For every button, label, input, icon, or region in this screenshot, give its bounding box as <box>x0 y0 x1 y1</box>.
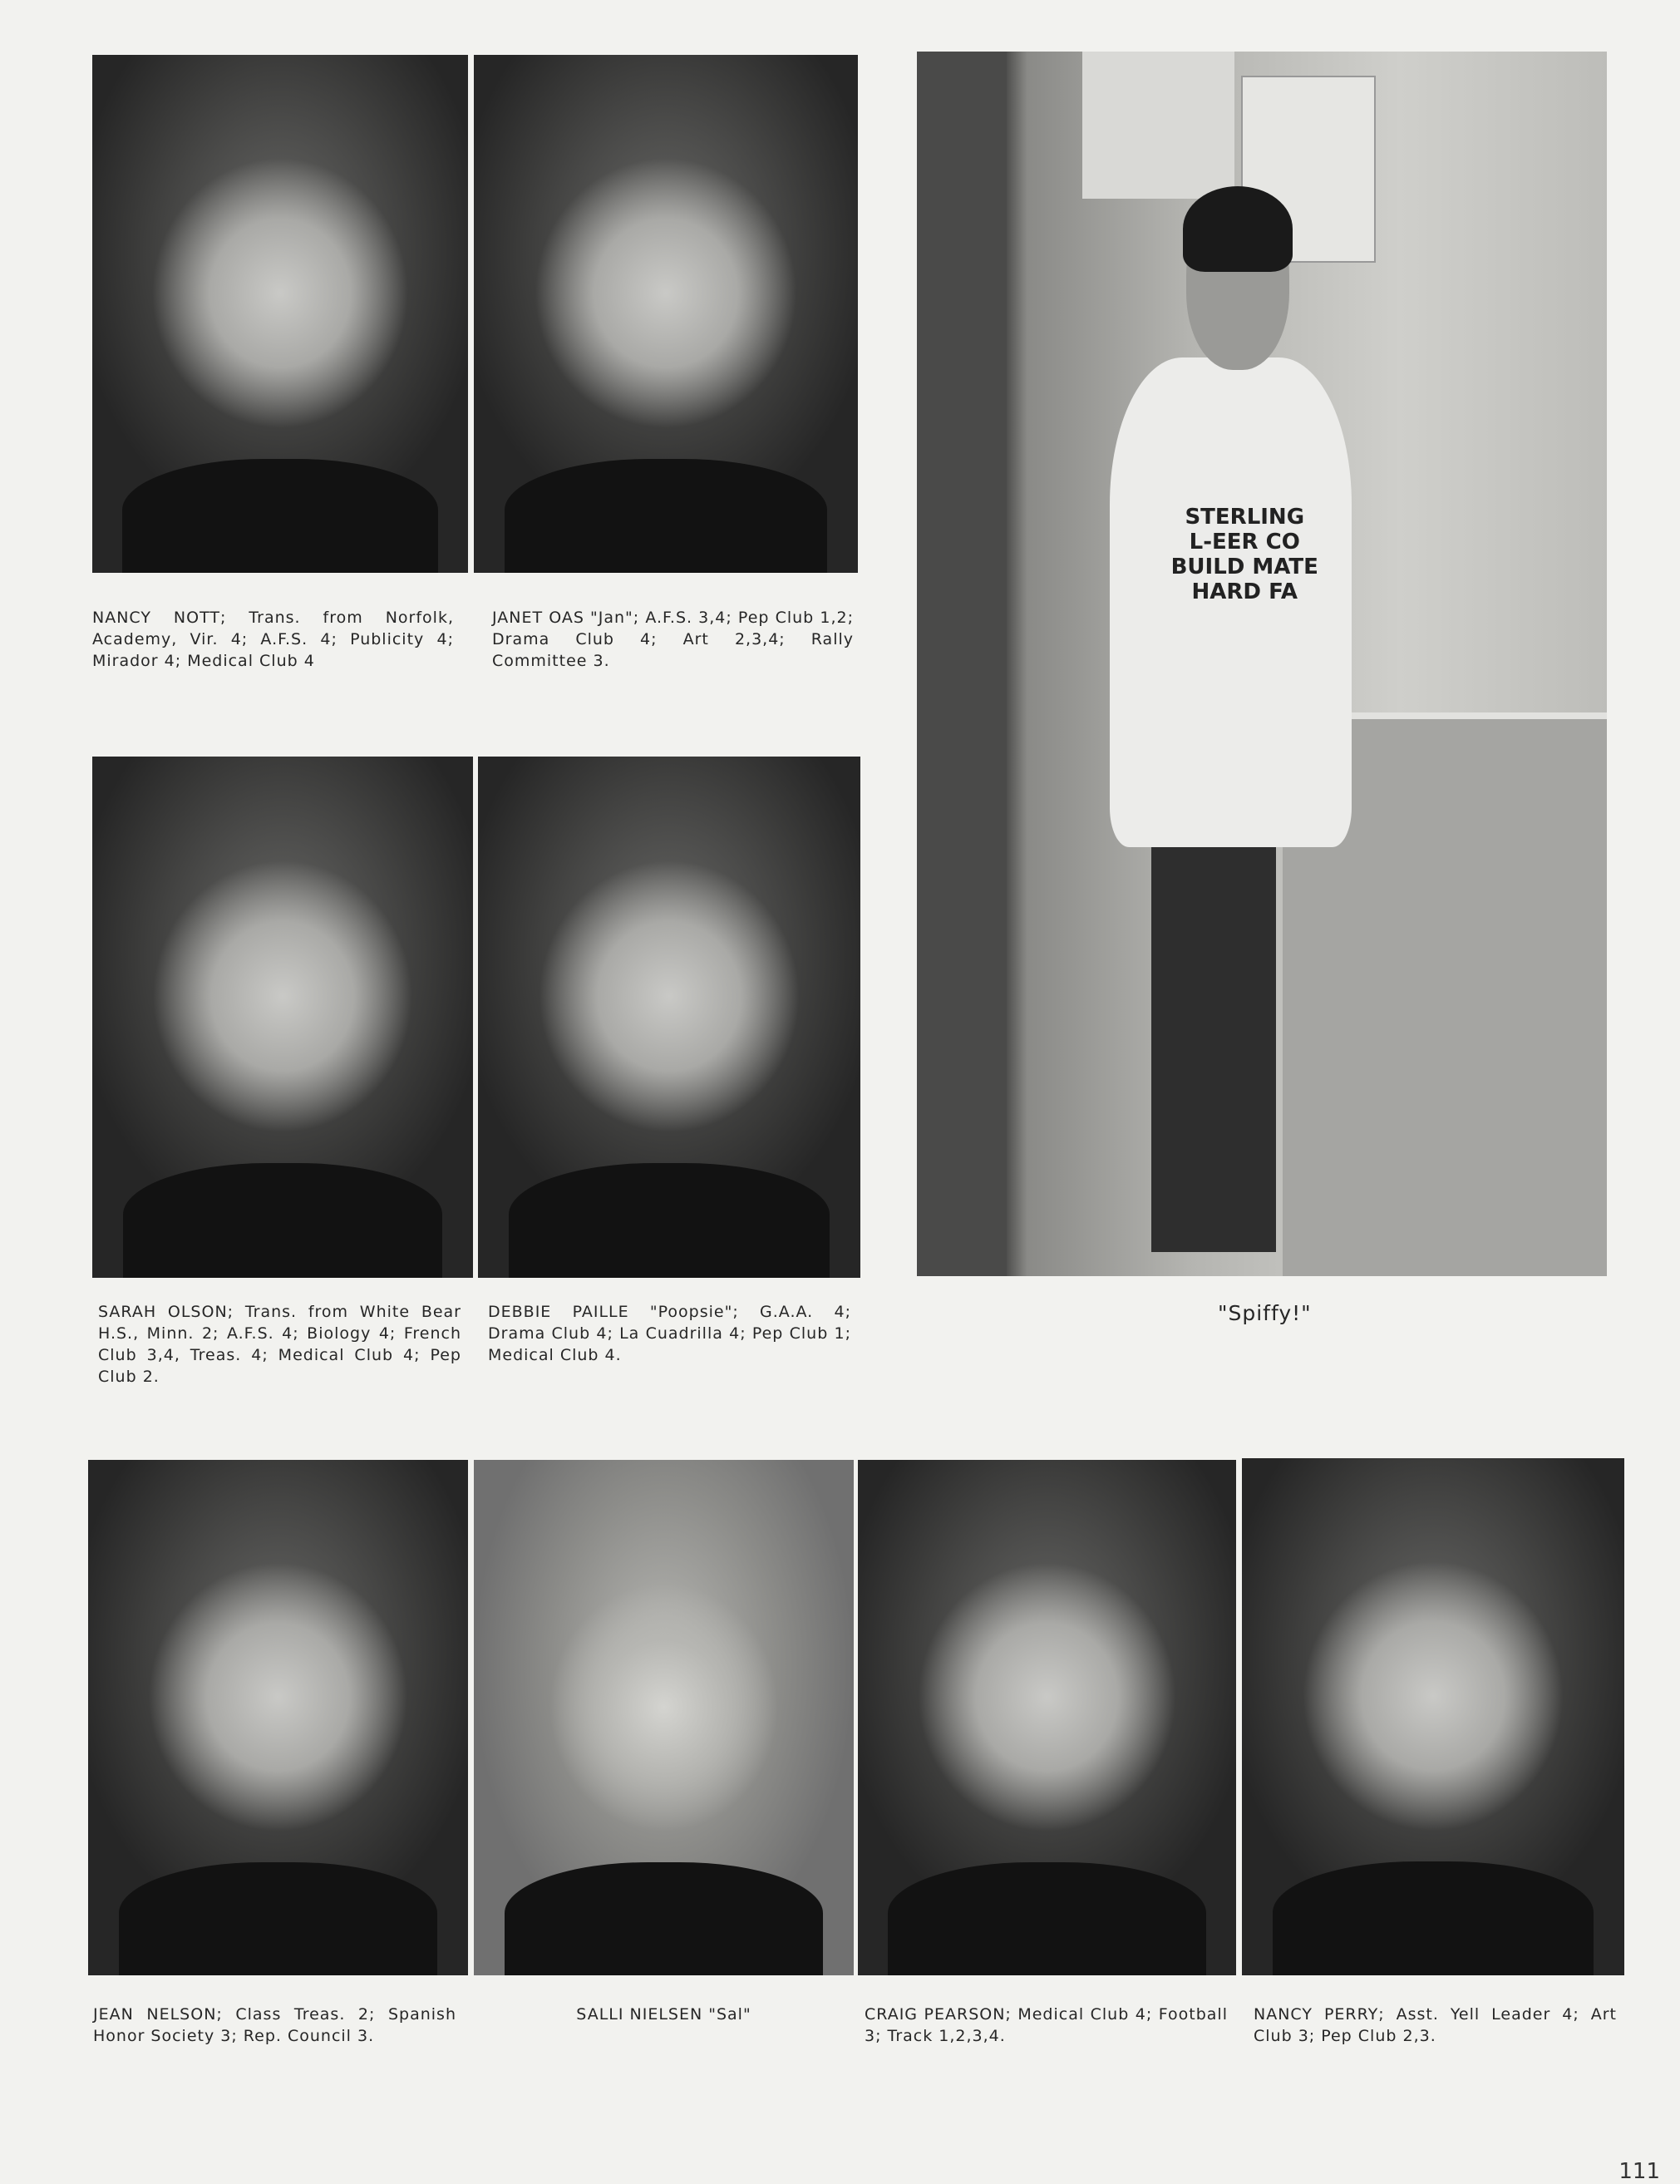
apron-sign: STERLING L-EER CO BUILD MATE HARD FA <box>1170 505 1318 604</box>
caption-jean-nelson: JEAN NELSON; Class Treas. 2; Spanish Honor Society 3; Rep. Council 3. <box>93 2005 456 2045</box>
caption-sarah-olson: SARAH OLSON; Trans. from White Bear H.S., Minn. 2; A.F.S. 4; Biology 4; French Club 3,4, Treas. 4; Medical Club 4; Pep Club 2. <box>98 1303 461 1386</box>
portrait-photo-nancy-nott <box>92 55 468 573</box>
portrait-photo-salli-nielsen <box>474 1460 854 1975</box>
portrait-photo-nancy-perry <box>1242 1458 1624 1975</box>
portrait-photo-jean-nelson <box>88 1460 468 1975</box>
caption-debbie-paille: DEBBIE PAILLE "Poopsie"; G.A.A. 4; Drama Club 4; La Cuadrilla 4; Pep Club 1; Medical Club 4. <box>488 1303 851 1364</box>
portrait-photo-janet-oas <box>474 55 858 573</box>
portrait-photo-craig-pearson <box>858 1460 1236 1975</box>
portrait-photo-debbie-paille <box>478 757 860 1278</box>
candid-photo <box>917 52 1607 1276</box>
caption-nancy-nott: NANCY NOTT; Trans. from Norfolk, Academy, Vir. 4; A.F.S. 4; Publicity 4; Mirador 4; Medical Club 4 <box>92 609 454 670</box>
candid-caption: "Spiffy!" <box>1218 1301 1312 1325</box>
caption-janet-oas: JANET OAS "Jan"; A.F.S. 3,4; Pep Club 1,2; Drama Club 4; Art 2,3,4; Rally Committee 3. <box>492 609 854 670</box>
caption-nancy-perry: NANCY PERRY; Asst. Yell Leader 4; Art Club 3; Pep Club 2,3. <box>1254 2005 1617 2045</box>
portrait-photo-sarah-olson <box>92 757 473 1278</box>
caption-craig-pearson: CRAIG PEARSON; Medical Club 4; Football 3; Track 1,2,3,4. <box>865 2005 1228 2045</box>
page-number: 111 <box>1618 2159 1660 2184</box>
caption-salli-nielsen: SALLI NIELSEN "Sal" <box>576 2005 751 2024</box>
